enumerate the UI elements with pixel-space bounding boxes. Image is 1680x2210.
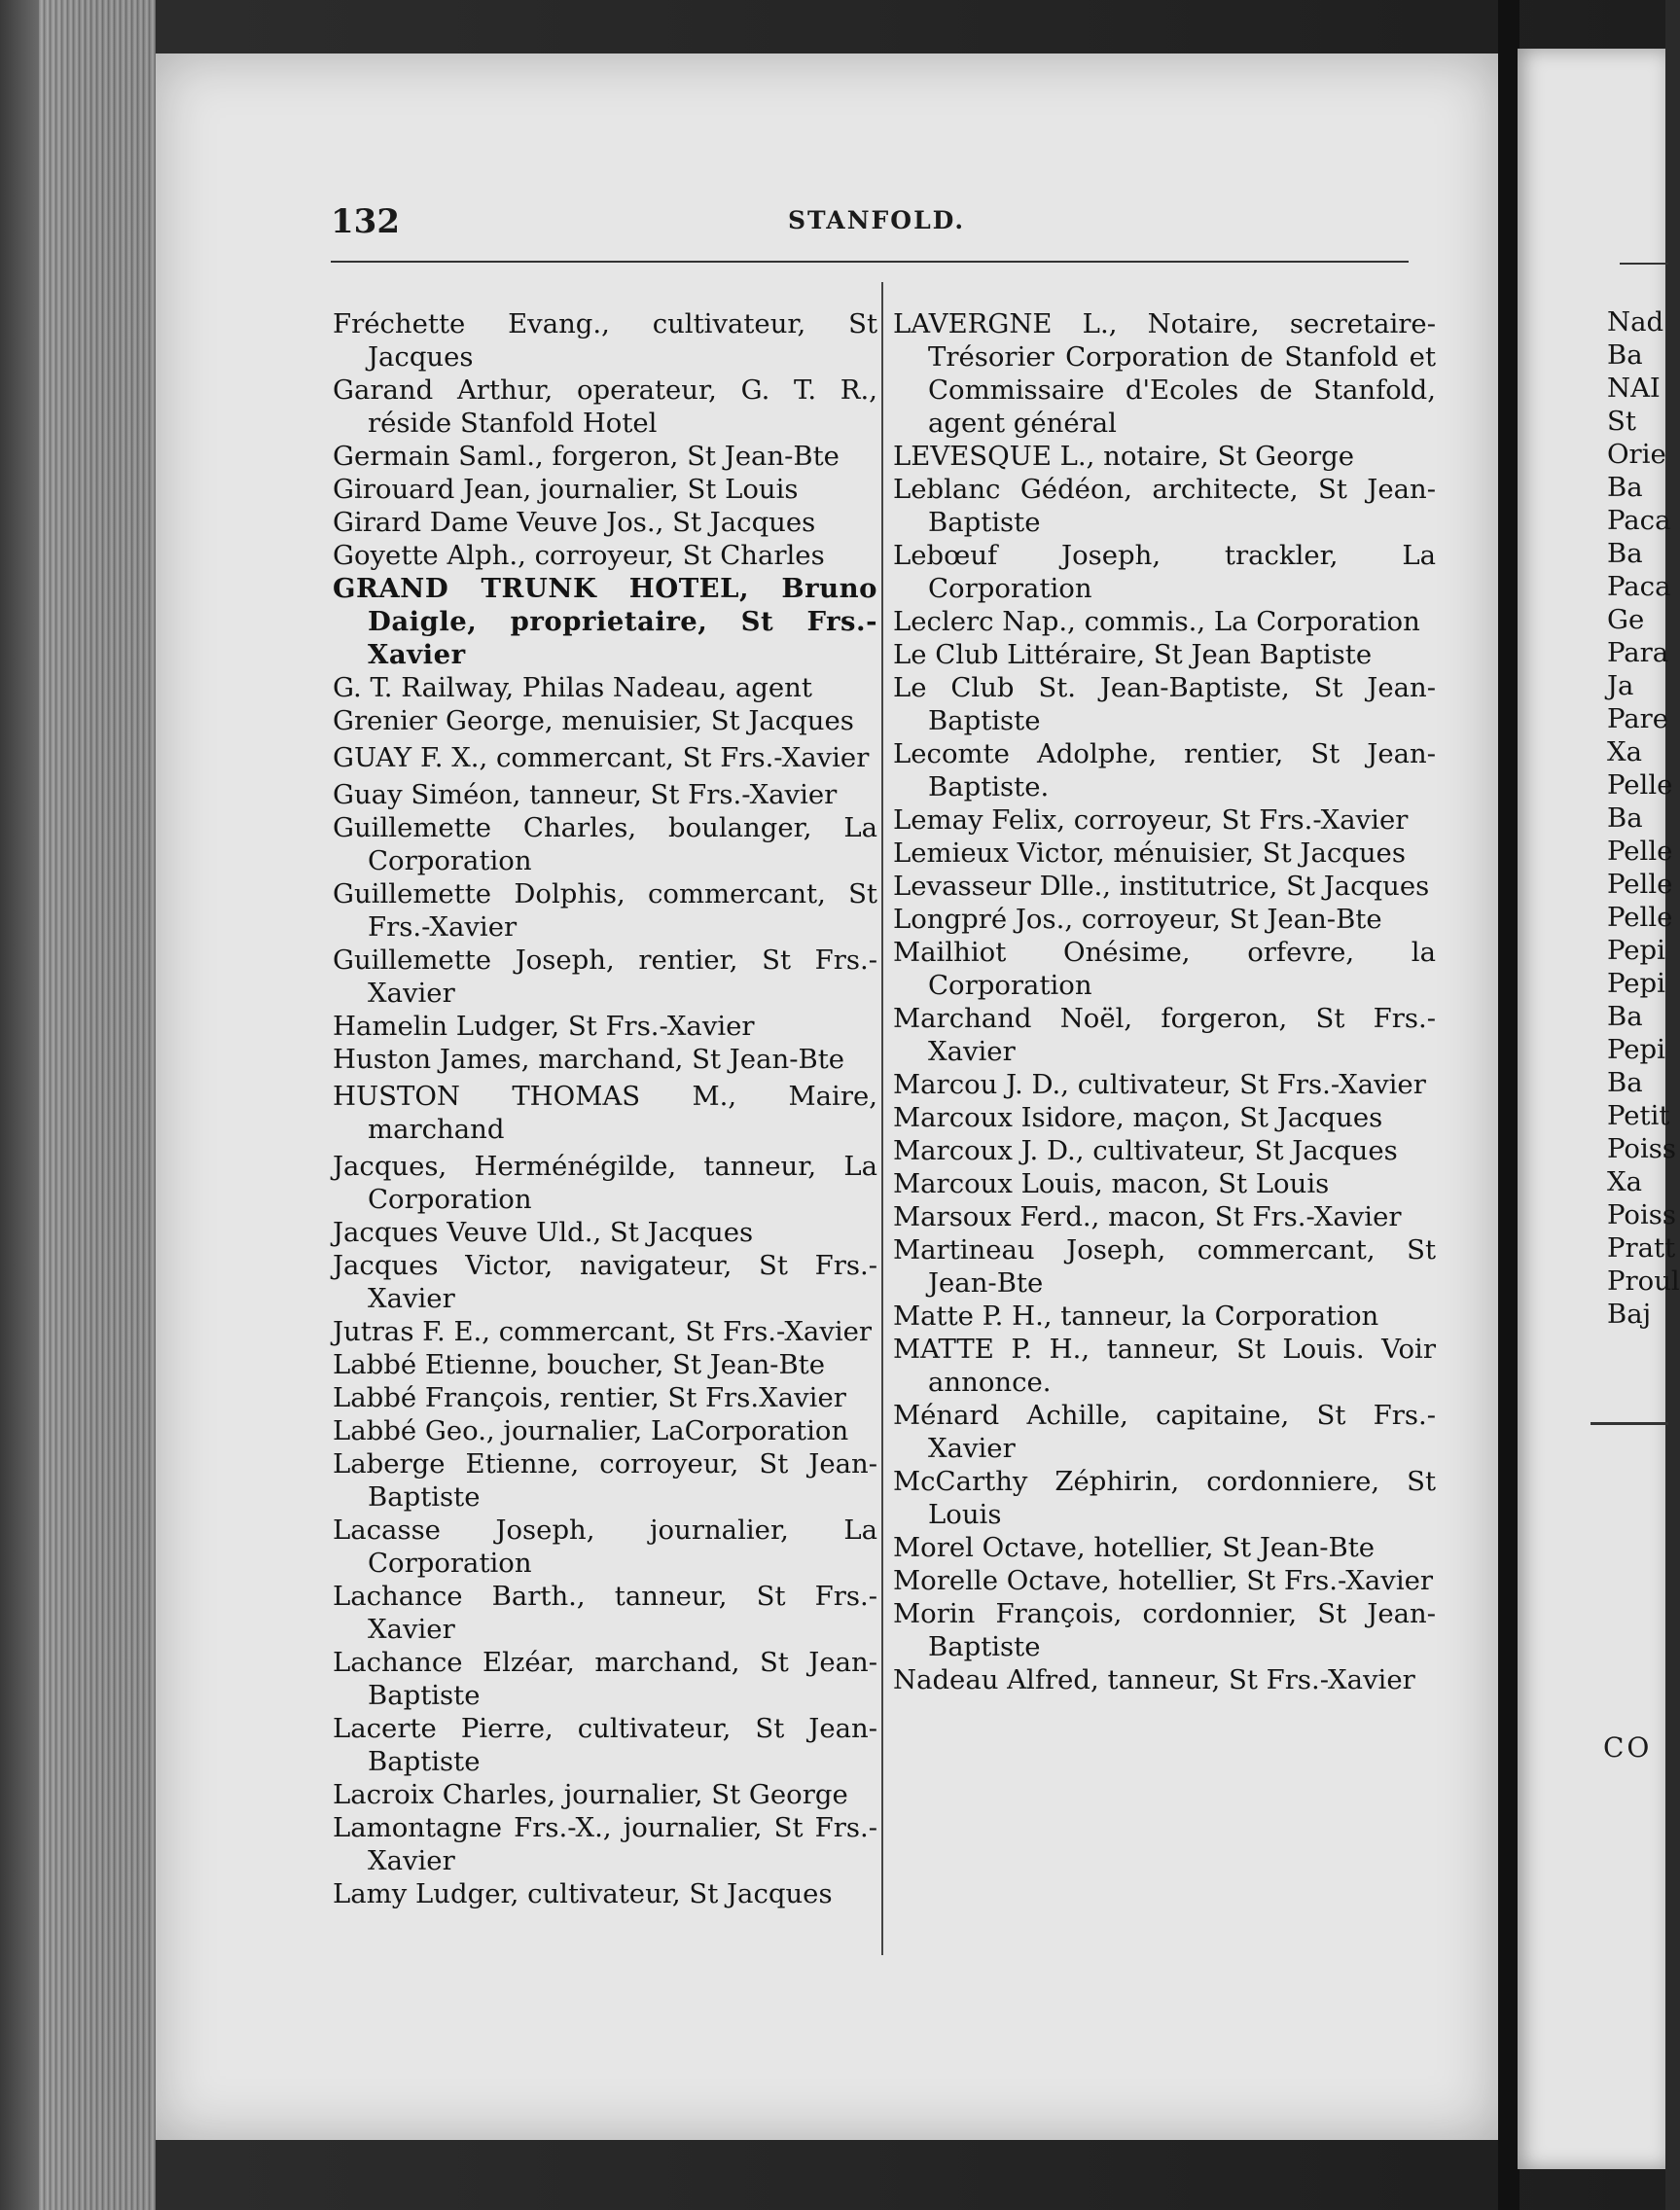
directory-entry: Lachance Elzéar, marchand, St Jean-Baptiste bbox=[333, 1647, 877, 1711]
next-page-fragments bbox=[1607, 305, 1680, 1331]
fragment-text: Ba bbox=[1607, 538, 1643, 569]
header-rule bbox=[331, 261, 1409, 263]
directory-entry: Lebœuf Joseph, trackler, La Corporation bbox=[893, 540, 1436, 604]
directory-entry: Lemay Felix, corroyeur, St Frs.-Xavier bbox=[893, 804, 1409, 836]
directory-entry: Leblanc Gédéon, architecte, St Jean-Baptiste bbox=[893, 474, 1436, 538]
fragment-text: Para bbox=[1607, 637, 1669, 668]
directory-entry: Garand Arthur, operateur, G. T. R., réside Stanfold Hotel bbox=[333, 374, 877, 439]
fragment-text: Poiss bbox=[1607, 1133, 1676, 1164]
fragment-text: Pelle bbox=[1607, 836, 1673, 867]
fragment-text: Nad bbox=[1607, 306, 1664, 338]
directory-entry: Hamelin Ludger, St Frs.-Xavier bbox=[333, 1011, 755, 1042]
directory-entry: Ménard Achille, capitaine, St Frs.-Xavier bbox=[893, 1400, 1436, 1464]
fragment-text: Pepi bbox=[1607, 1034, 1665, 1065]
fragment-text: Baj bbox=[1607, 1299, 1652, 1330]
directory-entry: Leclerc Nap., commis., La Corporation bbox=[893, 606, 1420, 637]
directory-entry: GUAY F. X., commercant, St Frs.-Xavier bbox=[333, 742, 870, 773]
directory-entry: Lamontagne Frs.-X., journalier, St Frs.-Xavier bbox=[333, 1812, 877, 1876]
directory-entry: Le Club St. Jean-Baptiste, St Jean-Baptiste bbox=[893, 672, 1436, 736]
directory-entry: Germain Saml., forgeron, St Jean-Bte bbox=[333, 441, 840, 472]
directory-entry: Huston James, marchand, St Jean-Bte bbox=[333, 1044, 845, 1075]
fragment-text: St bbox=[1607, 406, 1636, 437]
next-page-section-rule bbox=[1591, 1422, 1668, 1425]
directory-entry: Morin François, cordonnier, St Jean-Baptiste bbox=[893, 1598, 1436, 1662]
directory-entry: Guillemette Dolphis, commercant, St Frs.-Xavier bbox=[333, 878, 877, 943]
next-page-heading-fragment: CO bbox=[1603, 1731, 1653, 1764]
directory-entry: Matte P. H., tanneur, la Corporation bbox=[893, 1301, 1379, 1332]
directory-entry: LAVERGNE L., Notaire, secretaire-Trésorier Corporation de Stanfold et Commissaire d'Ecoles de Stanfold, agent général bbox=[893, 308, 1436, 439]
directory-entry: Jutras F. E., commercant, St Frs.-Xavier bbox=[333, 1316, 873, 1347]
directory-entry: Jacques Veuve Uld., St Jacques bbox=[333, 1217, 754, 1248]
directory-entry: Marsoux Ferd., macon, St Frs.-Xavier bbox=[893, 1201, 1402, 1232]
directory-entry: Martineau Joseph, commercant, St Jean-Bte bbox=[893, 1234, 1436, 1299]
directory-entry: Jacques, Herménégilde, tanneur, La Corporation bbox=[333, 1151, 877, 1215]
directory-entry: Nadeau Alfred, tanneur, St Frs.-Xavier bbox=[893, 1664, 1415, 1695]
fragment-text: Petit bbox=[1607, 1100, 1670, 1131]
directory-entry: Goyette Alph., corroyeur, St Charles bbox=[333, 540, 825, 571]
fragment-text: Ba bbox=[1607, 1067, 1643, 1098]
directory-entry: Guay Siméon, tanneur, St Frs.-Xavier bbox=[333, 779, 838, 810]
fragment-text: Ge bbox=[1607, 604, 1645, 635]
running-head: STANFOLD. bbox=[788, 206, 966, 234]
directory-entry: Marcoux Isidore, maçon, St Jacques bbox=[893, 1102, 1383, 1133]
directory-entry: Lecomte Adolphe, rentier, St Jean-Baptiste. bbox=[893, 738, 1436, 802]
directory-entry: Marcoux J. D., cultivateur, St Jacques bbox=[893, 1135, 1398, 1166]
next-page-header-rule bbox=[1620, 263, 1668, 265]
left-column bbox=[333, 307, 877, 1910]
directory-entry: Labbé François, rentier, St Frs.Xavier bbox=[333, 1382, 846, 1413]
directory-entry: Fréchette Evang., cultivateur, St Jacques bbox=[333, 308, 877, 373]
fragment-text: Xa bbox=[1607, 1166, 1642, 1197]
book-page-edges bbox=[39, 0, 156, 2210]
directory-entry: G. T. Railway, Philas Nadeau, agent bbox=[333, 672, 812, 703]
directory-entry: Labbé Geo., journalier, LaCorporation bbox=[333, 1415, 849, 1446]
fragment-text: Ba bbox=[1607, 1001, 1643, 1032]
fragment-text: Ba bbox=[1607, 802, 1643, 834]
directory-entry: Girard Dame Veuve Jos., St Jacques bbox=[333, 507, 816, 538]
fragment-text: Poiss bbox=[1607, 1199, 1676, 1230]
directory-entry: Marcou J. D., cultivateur, St Frs.-Xavier bbox=[893, 1069, 1426, 1100]
fragment-text: Paca bbox=[1607, 505, 1671, 536]
directory-entry: GRAND TRUNK HOTEL, Bruno Daigle, proprietaire, St Frs.-Xavier bbox=[333, 573, 877, 670]
directory-entry: Guillemette Joseph, rentier, St Frs.-Xavier bbox=[333, 945, 877, 1009]
directory-entry: Lacerte Pierre, cultivateur, St Jean-Baptiste bbox=[333, 1713, 877, 1777]
directory-entry: Grenier George, menuisier, St Jacques bbox=[333, 705, 854, 736]
directory-entry: Lachance Barth., tanneur, St Frs.-Xavier bbox=[333, 1581, 877, 1645]
fragment-text: Xa bbox=[1607, 736, 1642, 767]
directory-entry: Laberge Etienne, corroyeur, St Jean-Baptiste bbox=[333, 1448, 877, 1513]
fragment-text: Ba bbox=[1607, 339, 1643, 371]
book-gutter bbox=[1498, 0, 1519, 2210]
directory-entry: McCarthy Zéphirin, cordonniere, St Louis bbox=[893, 1466, 1436, 1530]
directory-entry: LEVESQUE L., notaire, St George bbox=[893, 441, 1354, 472]
fragment-text: Pare bbox=[1607, 703, 1669, 734]
fragment-text: Pelle bbox=[1607, 869, 1673, 900]
fragment-text: NAI bbox=[1607, 373, 1661, 404]
directory-entry: Marchand Noël, forgeron, St Frs.-Xavier bbox=[893, 1003, 1436, 1067]
fragment-text: Ja bbox=[1607, 670, 1634, 701]
directory-entry: Mailhiot Onésime, orfevre, la Corporation bbox=[893, 937, 1436, 1001]
directory-entry: Levasseur Dlle., institutrice, St Jacques bbox=[893, 871, 1430, 902]
directory-entry: Lamy Ludger, cultivateur, St Jacques bbox=[333, 1878, 833, 1909]
page-number: 132 bbox=[331, 202, 400, 241]
fragment-text: Paca bbox=[1607, 571, 1671, 602]
page-header bbox=[331, 202, 1415, 261]
directory-entry: MATTE P. H., tanneur, St Louis. Voir annonce. bbox=[893, 1334, 1436, 1398]
directory-entry: Girouard Jean, journalier, St Louis bbox=[333, 474, 799, 505]
directory-entry: Longpré Jos., corroyeur, St Jean-Bte bbox=[893, 904, 1382, 935]
directory-entry: HUSTON THOMAS M., Maire, marchand bbox=[333, 1081, 877, 1145]
directory-entry: Lacroix Charles, journalier, St George bbox=[333, 1779, 848, 1810]
fragment-text: Pelle bbox=[1607, 769, 1673, 801]
directory-entry: Morelle Octave, hotellier, St Frs.-Xavier bbox=[893, 1565, 1434, 1596]
fragment-text: Pelle bbox=[1607, 902, 1673, 933]
directory-entry: Morel Octave, hotellier, St Jean-Bte bbox=[893, 1532, 1376, 1563]
fragment-text: Orie bbox=[1607, 439, 1666, 470]
fragment-text: Pepi bbox=[1607, 968, 1665, 999]
directory-entry: Labbé Etienne, boucher, St Jean-Bte bbox=[333, 1349, 825, 1380]
directory-entry: Lacasse Joseph, journalier, La Corporation bbox=[333, 1515, 877, 1579]
directory-entry: Le Club Littéraire, St Jean Baptiste bbox=[893, 639, 1373, 670]
fragment-text: Ba bbox=[1607, 472, 1643, 503]
column-rule bbox=[881, 282, 883, 1955]
directory-entry: Marcoux Louis, macon, St Louis bbox=[893, 1168, 1330, 1199]
directory-entry: Guillemette Charles, boulanger, La Corporation bbox=[333, 812, 877, 876]
directory-entry: Lemieux Victor, ménuisier, St Jacques bbox=[893, 838, 1406, 869]
directory-entry: Jacques Victor, navigateur, St Frs.-Xavier bbox=[333, 1250, 877, 1314]
fragment-text: Proul bbox=[1607, 1265, 1680, 1297]
fragment-text: Pepi bbox=[1607, 935, 1665, 966]
fragment-text: Pratt bbox=[1607, 1232, 1676, 1264]
right-column bbox=[893, 307, 1436, 1696]
